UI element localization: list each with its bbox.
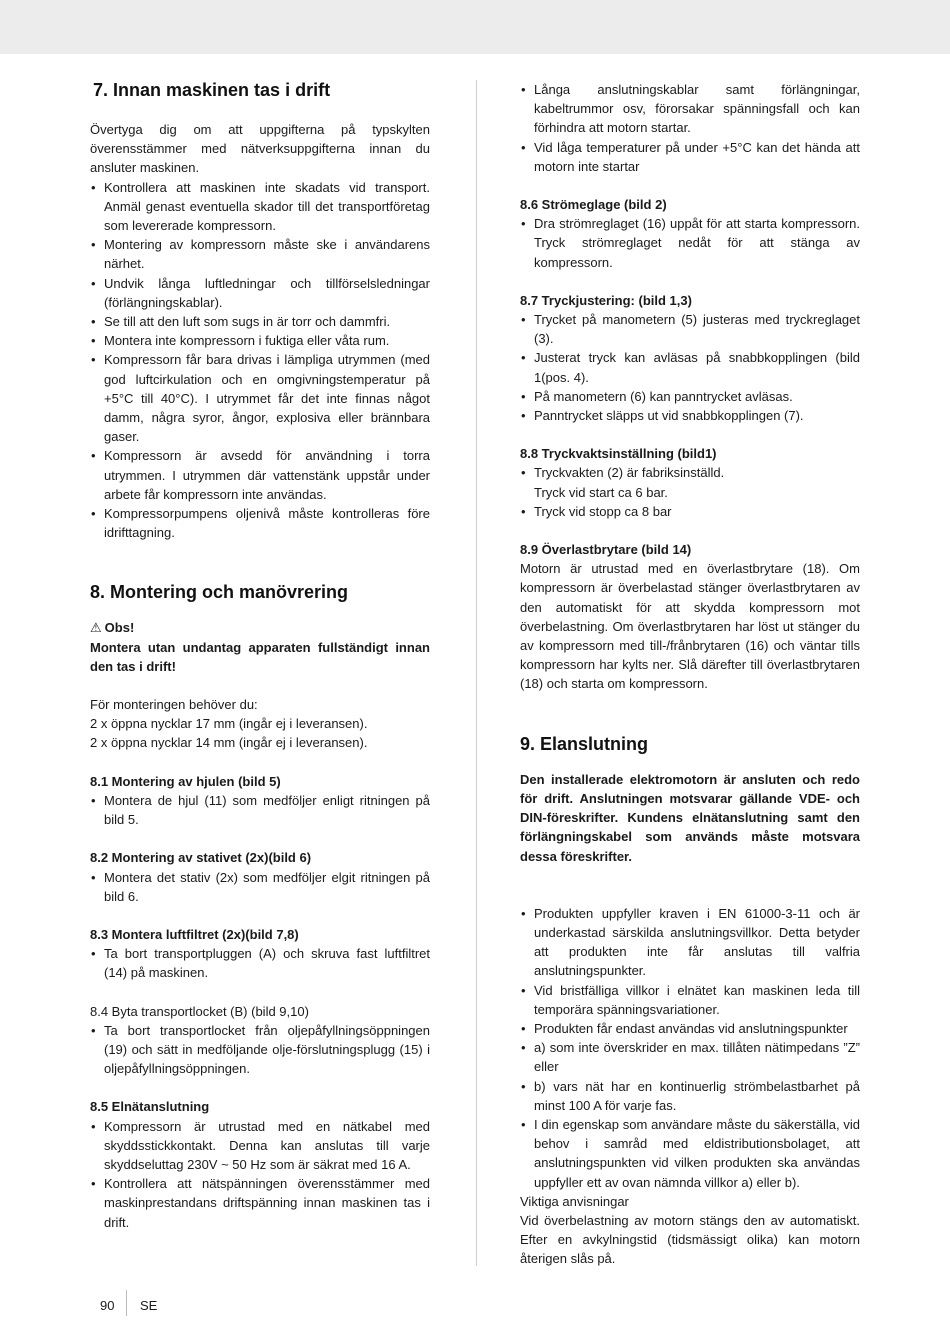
list-item: • Montera det stativ (2x) som medföljer elgit ritningen på bild 6.: [90, 868, 430, 906]
list-item: • Kompressorn är avsedd för användning i torra utrymmen. I utrymmen där vattenstänk uppstår under arbete får kompressorn inte användas.: [90, 446, 430, 504]
list-item: • Tryck vid stopp ca 8 bar: [520, 502, 860, 521]
section-8-9-title: 8.9 Överlastbrytare (bild 14): [520, 542, 692, 558]
list-item: • Tryckvakten (2) är fabriksinställd. Tryck vid start ca 6 bar.: [520, 463, 860, 501]
section-8-9-text: Motorn är utrustad med en överlastbrytare (18). Om kompressorn är överbelastad stänger överlastbrytaren av den automatiskt för att skydda kompressorn mot överbelastning. Om överlastbrytaren har löst ut stänger du av kompressorn med till-/frånbrytaren (16) och väntar tills kompressorn har kylts ner. Slå därefter till överlastbrytaren (18) och starta om kompressorn.: [520, 561, 860, 692]
tools-line-1: 2 x öppna nycklar 17 mm (ingår ej i leveransen).: [90, 716, 368, 732]
section-8-3-title: 8.3 Montera luftfiltret (2x)(bild 7,8): [90, 926, 299, 942]
list-item: • Kontrollera att maskinen inte skadats vid transport. Anmäl genast eventuella skador till det transportföretag som levererade kompressorn.: [90, 178, 430, 236]
list-item: • Montera inte kompressorn i fuktiga eller våta rum.: [90, 331, 430, 350]
hints-text: Vid överbelastning av motorn stängs den av automatiskt. Efter en avkylningstid (tidsmässigt olika) kan motorn återigen slås på.: [520, 1212, 860, 1267]
warning-heading: [90, 618, 430, 637]
section-9-title: 9. Elanslutning: [520, 733, 649, 754]
section-8-title: 8. Montering och manövrering: [90, 582, 349, 603]
section-8-6-list: [520, 214, 860, 272]
section-8-6-title: 8.6 Strömeglage (bild 2): [520, 197, 667, 213]
section-8-2-title: 8.2 Montering av stativet (2x)(bild 6): [90, 850, 312, 866]
list-item: • Panntrycket släpps ut vid snabbkopplingen (7).: [520, 406, 860, 425]
list-item: • Långa anslutningskablar samt förlängningar, kabeltrummor osv, förorsakar spänningsfall och kan förhindra att motorn startar.: [520, 80, 860, 138]
section-8-4-list: [90, 1021, 430, 1079]
list-item: • I din egenskap som användare måste du säkerställa, vid behov i samråd med eldistributionsbolaget, att anslutningspunkten vid vilken produkten ska användas uppfyller ett av ovan nämnda villkor a) eller b).: [520, 1115, 860, 1192]
list-item: • På manometern (6) kan panntrycket avläsas.: [520, 387, 860, 406]
section-8-1-title: 8.1 Montering av hjulen (bild 5): [90, 773, 281, 789]
page-number: 90: [100, 1298, 115, 1313]
list-item: • Ta bort transportpluggen (A) och skruva fast luftfiltret (14) på maskinen.: [90, 944, 430, 982]
list-item: • Justerat tryck kan avläsas på snabbkopplingen (bild 1(pos. 4).: [520, 348, 860, 386]
section-8-4-title: 8.4 Byta transportlocket (B) (bild 9,10): [90, 1003, 309, 1019]
section-8-3-list: [90, 944, 430, 982]
hints-title: Viktiga anvisningar: [520, 1193, 629, 1209]
list-item: • Montera de hjul (11) som medföljer enligt ritningen på bild 5.: [90, 791, 430, 829]
section-9-list: [520, 904, 860, 1192]
section-8-7-list: [520, 310, 860, 425]
section-8-7-title: 8.7 Tryckjustering: (bild 1,3): [520, 292, 692, 308]
list-item: • a) som inte överskrider en max. tillåten nätimpedans ”Z” eller: [520, 1038, 860, 1076]
tools-intro: För monteringen behöver du:: [90, 697, 258, 713]
column-divider: [476, 80, 477, 1266]
warning-label: Obs!: [104, 620, 135, 636]
list-item: • Kompressorn är utrustad med en nätkabel med skyddsstickkontakt. Denna kan anslutas till varje skyddseluttag 230V ~ 50 Hz som är säkrat med 16 A.: [90, 1117, 430, 1175]
list-item: • Undvik långa luftledningar och tillförselsledningar (förlängningskablar).: [90, 274, 430, 312]
list-item: • Dra strömreglaget (16) uppåt för att starta kompressorn. Tryck strömreglaget nedåt för att stänga av kompressorn.: [520, 214, 860, 272]
section-8-5-title: 8.5 Elnätanslutning: [90, 1099, 210, 1115]
list-item: • b) vars nät har en kontinuerlig strömbelastbarhet på minst 100 A för varje fas.: [520, 1077, 860, 1115]
section-8-2-list: [90, 868, 430, 906]
section-7-title: 7. Innan maskinen tas i drift: [93, 80, 331, 100]
left-column: [90, 78, 430, 1232]
list-item: • Produkten får endast användas vid anslutningspunkter: [520, 1019, 860, 1038]
list-item: • Vid bristfälliga villkor i elnätet kan maskinen leda till temporära spänningsvariationer.: [520, 981, 860, 1019]
section-7-list: [90, 178, 430, 543]
section-8-8-title: 8.8 Tryckvaktsinställning (bild1): [520, 446, 717, 462]
cable-notes-list: [520, 80, 860, 176]
list-item: • Kompressorpumpens oljenivå måste kontrolleras före idrifttagning.: [90, 504, 430, 542]
right-column: [520, 80, 860, 1269]
warning-text: Montera utan undantag apparaten fullständigt innan den tas i drift!: [90, 639, 430, 674]
list-item: • Vid låga temperaturer på under +5°C kan det hända att motorn inte startar: [520, 138, 860, 176]
list-item: • Ta bort transportlocket från oljepåfyllningsöppningen (19) och sätt in medföljande olje-förslutningsplugg (15) i oljepåfyllningsöppningen.: [90, 1021, 430, 1079]
list-item: • Produkten uppfyller kraven i EN 61000-3-11 och är underkastad särskilda anslutningsvillkor. Detta betyder att produkten inte får anslutas till valfria anslutningspunkter.: [520, 904, 860, 981]
top-band: [0, 0, 950, 54]
section-9-intro: Den installerade elektromotorn är ansluten och redo för drift. Anslutningen motsvarar gällande VDE- och DIN-föreskrifter. Kundens elnätanslutning samt den förlängningskabel som används måste motsvara dessa föreskrifter.: [520, 771, 860, 864]
list-item: • Montering av kompressorn måste ske i användarens närhet.: [90, 235, 430, 273]
list-item: • Kontrollera att nätspänningen överensstämmer med maskinprestandans driftspänning innan maskinen tas i drift.: [90, 1174, 430, 1232]
language-code: SE: [140, 1298, 158, 1313]
list-item: • Trycket på manometern (5) justeras med tryckreglaget (3).: [520, 310, 860, 348]
warning-triangle-icon: ⚠: [90, 620, 102, 636]
footer-separator: [126, 1290, 127, 1316]
section-7-intro: Övertyga dig om att uppgifterna på typskylten överensstämmer med nätverksuppgifterna innan du ansluter maskinen.: [90, 122, 430, 176]
tools-line-2: 2 x öppna nycklar 14 mm (ingår ej i leveransen).: [90, 735, 368, 751]
section-8-5-list: [90, 1117, 430, 1232]
list-item: • Se till att den luft som sugs in är torr och dammfri.: [90, 312, 430, 331]
section-8-1-list: [90, 791, 430, 829]
list-item: • Kompressorn får bara drivas i lämpliga utrymmen (med god luftcirkulation och en omgivningstemperatur på +5°C till 40°C). I utrymmet får det inte finnas något damm, några syror, ångor, explosiva eller brännbara gaser.: [90, 350, 430, 446]
section-8-8-list: [520, 463, 860, 521]
